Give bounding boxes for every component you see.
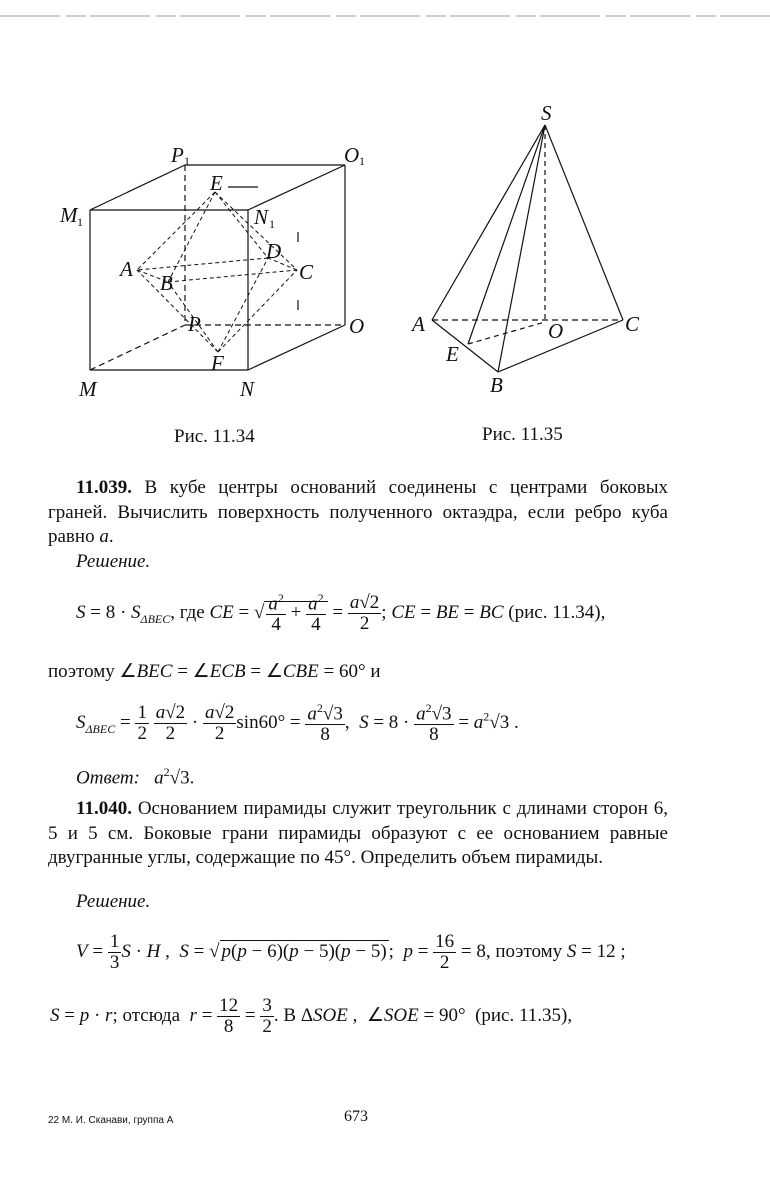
edge-s-a (432, 125, 545, 320)
label-b: B (160, 271, 173, 295)
label-s: S (541, 101, 552, 125)
label-a: A (120, 257, 133, 281)
label-e: E (210, 171, 223, 195)
word-where: , где (170, 601, 205, 623)
word-therefore: поэтому (48, 661, 115, 682)
label-p1-sub: 1 (184, 154, 190, 168)
label-b2: B (490, 373, 503, 397)
caption-fig-11-34: Рис. 11.34 (174, 426, 255, 447)
edge-n-o (248, 325, 345, 370)
label-o1-sub: 1 (359, 154, 365, 168)
problem-number-2: 11.040. (76, 798, 132, 819)
label-o: O (349, 314, 365, 338)
problem-11-039-statement (48, 476, 668, 550)
word-in: . В (273, 1004, 297, 1026)
formula-radius: S = p · r; отсюда r = $\frac{12}{8}$ = $\frac{3}{2}$ . В ΔSOE , ∠SOE = 90° (рис. 11.35), (50, 995, 573, 1037)
label-p1: P (171, 143, 184, 167)
formula-area: $S_{\Delta BEC}$ = $\frac{1}{2}$ $\frac{a√2}{2}$ · $\frac{a√2}{2}$ sin60° = $\frac{a^2√3}{8}$ , S = 8 · $\frac{a^2√3}{8}$ = $a^2√3$ . (76, 701, 519, 746)
label-m: M (79, 377, 97, 401)
problem-text-end: . (108, 526, 114, 548)
formula-surface: $S = 8 \cdot S_{\Delta BEC}$, где CE = √ $\frac{a^2}{4}$ + $\frac{a^2}{4}$ = $\frac{a√2}{2}$ ; CE = BE = BC (рис. 11.34), (76, 591, 606, 636)
solution-label-1: Решение. (76, 551, 151, 572)
label-d: D (266, 239, 282, 263)
word-hence: ; отсюда (112, 1004, 181, 1026)
label-n1: N (254, 205, 269, 229)
edge-m1-p1 (90, 165, 185, 210)
label-m1-sub: 1 (77, 215, 83, 229)
formula-volume: V = $\frac{1}{3}$ S · H , S = √ p(p − 6)(p − 5)(p − 5) ; p = $\frac{16}{2}$ = 8, поэтому S = 12 ; (76, 931, 626, 973)
label-o1: O (344, 143, 360, 167)
edge-s-b (498, 125, 545, 372)
page-number: 673 (344, 1108, 368, 1125)
label-c2: C (625, 312, 640, 336)
edge-a-b (432, 320, 498, 372)
problem-var: a (99, 526, 109, 548)
figure-11-34-labels (59, 143, 365, 401)
figures-svg (0, 0, 770, 440)
label-c: C (299, 260, 314, 284)
label-a2: A (412, 312, 425, 336)
label-p: P (188, 312, 201, 336)
hidden-edge-m-p (90, 325, 185, 370)
ref-fig-11-35: (рис. 11.35), (475, 1004, 573, 1026)
caption-fig-11-35: Рис. 11.35 (482, 424, 563, 445)
edge-s-c (545, 125, 623, 320)
edge-s-e (468, 125, 545, 344)
footer-signature: 22 М. И. Сканави, группа А (48, 1115, 174, 1126)
ref-fig-11-34: (рис. 11.34), (508, 601, 606, 623)
label-n1-sub: 1 (269, 217, 275, 231)
solution-label-2: Решение. (76, 891, 151, 912)
label-o2: O (548, 319, 564, 343)
figure-11-35 (432, 125, 623, 372)
edge-n1-o1 (248, 165, 345, 210)
answer-11-039: Ответ: $a^2√3$. (76, 765, 195, 789)
problem-number: 11.039. (76, 477, 132, 498)
label-m1: M (60, 203, 78, 227)
problem-text: В кубе центры оснований соединены с центрами боковых граней. Вычислить поверхность полученного октаэдра, если ребро куба равно (48, 477, 668, 548)
problem-text-2: Основанием пирамиды служит треугольник с длинами сторон 6, 5 и 5 см. Боковые грани пирамиды образуют с ее основанием равные двугранные углы, содержащие по 45°. Определить объем пирамиды. (48, 798, 669, 869)
word-therefore-2: , поэтому (485, 940, 563, 962)
figure-11-35-labels (410, 101, 640, 397)
formula-angles: поэтому ∠BEC = ∠ECB = ∠CBE = 60° и (48, 661, 381, 682)
answer-label: Ответ: (76, 767, 140, 789)
label-n: N (240, 377, 255, 401)
word-and: и (370, 661, 381, 682)
label-f: F (211, 351, 224, 375)
label-e2: E (446, 342, 459, 366)
problem-11-040-statement (48, 797, 668, 871)
